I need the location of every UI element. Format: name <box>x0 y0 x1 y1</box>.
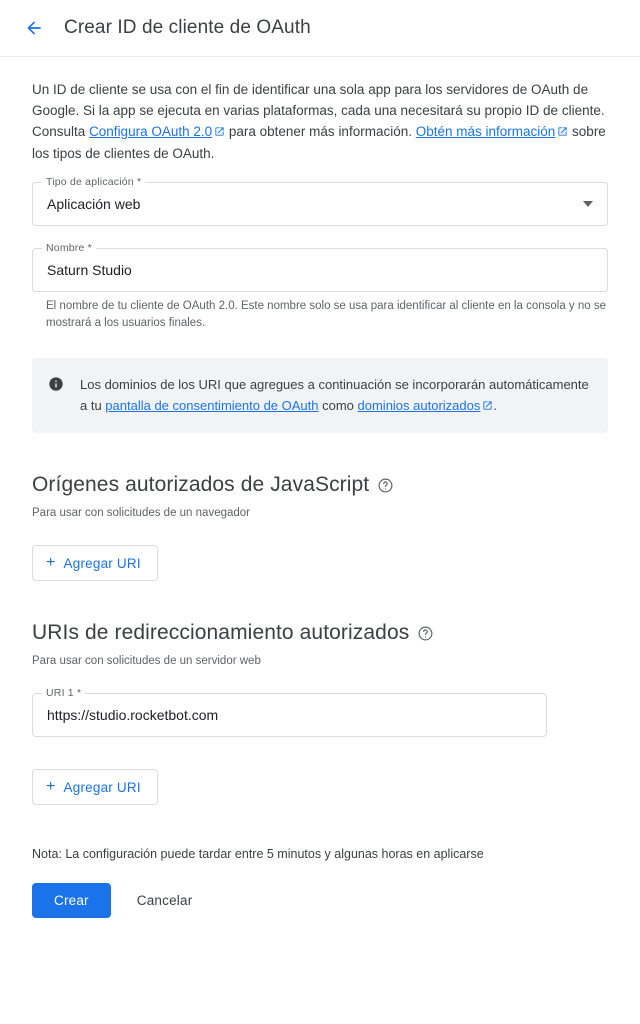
external-link-icon <box>557 122 568 143</box>
info-text-2: como <box>318 398 358 413</box>
plus-icon: + <box>46 554 56 571</box>
redirect-uri-1-value: https://studio.rocketbot.com <box>47 707 219 723</box>
info-text-3: . <box>493 398 497 413</box>
application-type-value: Aplicación web <box>47 196 141 212</box>
page-header <box>0 0 640 56</box>
add-javascript-origin-button[interactable] <box>32 545 158 581</box>
learn-more-link[interactable]: Obtén más información <box>415 124 556 139</box>
form-actions <box>32 883 608 918</box>
page-title: Crear ID de cliente de OAuth <box>64 17 311 38</box>
name-value: Saturn Studio <box>47 262 132 278</box>
javascript-origins-title <box>32 473 608 497</box>
intro-text-1: Un ID de cliente se usa con el fin de identificar una sola app para los servidores de OAuth de Google. Si la app se ejecuta en varias plataformas, cada una necesitará su propio ID de cliente. Consulta <box>32 82 605 139</box>
javascript-origins-subtitle: Para usar con solicitudes de un navegador <box>32 507 251 519</box>
intro-paragraph <box>32 79 608 164</box>
info-banner <box>32 358 608 433</box>
help-circle-icon[interactable] <box>377 477 394 494</box>
back-button[interactable] <box>16 10 52 46</box>
header-divider <box>0 56 640 57</box>
intro-text-2: para obtener más información. <box>225 124 416 139</box>
configuration-note: Nota: La configuración puede tardar entre 5 minutos y algunas horas en aplicarse <box>32 847 484 861</box>
redirect-uris-title <box>32 621 608 645</box>
add-javascript-origin-label: Agregar URI <box>63 555 141 571</box>
plus-icon: + <box>46 778 56 795</box>
name-helper-text: El nombre de tu cliente de OAuth 2.0. Este nombre solo se usa para identificar al cliente en la consola y no se mostrará a los usuarios finales. <box>46 300 606 329</box>
redirect-uris-section <box>32 621 608 805</box>
redirect-uri-1-input[interactable] <box>32 687 547 737</box>
help-circle-icon[interactable] <box>417 625 434 642</box>
external-link-icon <box>482 396 493 417</box>
info-banner-text <box>80 374 590 417</box>
javascript-origins-section <box>32 473 608 581</box>
info-text-1: Los dominios de los URI que agregues a continuación se incorporarán automáticamente a tu <box>80 377 589 413</box>
redirect-uris-subtitle: Para usar con solicitudes de un servidor web <box>32 655 261 667</box>
arrow-left-icon <box>24 18 44 38</box>
authorized-domains-link[interactable]: dominios autorizados <box>357 398 481 413</box>
configure-oauth-link[interactable]: Configura OAuth 2.0 <box>89 124 213 139</box>
name-label: Nombre * <box>42 242 96 254</box>
application-type-select[interactable] <box>32 176 608 226</box>
redirect-uris-title-text: URIs de redireccionamiento autorizados <box>32 621 410 644</box>
redirect-uri-1-label: URI 1 * <box>42 687 85 699</box>
external-link-icon <box>214 122 225 143</box>
chevron-down-icon[interactable] <box>583 201 593 207</box>
main-content <box>0 79 640 918</box>
application-type-label: Tipo de aplicación * <box>42 176 145 188</box>
info-icon <box>48 376 64 397</box>
add-redirect-uri-label: Agregar URI <box>63 779 141 795</box>
add-redirect-uri-button[interactable] <box>32 769 158 805</box>
cancel-button[interactable]: Cancelar <box>133 883 197 918</box>
javascript-origins-title-text: Orígenes autorizados de JavaScript <box>32 473 370 496</box>
name-input[interactable] <box>32 242 608 292</box>
create-button[interactable]: Crear <box>32 883 111 918</box>
intro-text-3: sobre los tipos de clientes de OAuth. <box>32 124 606 161</box>
consent-screen-link[interactable]: pantalla de consentimiento de OAuth <box>105 398 319 413</box>
